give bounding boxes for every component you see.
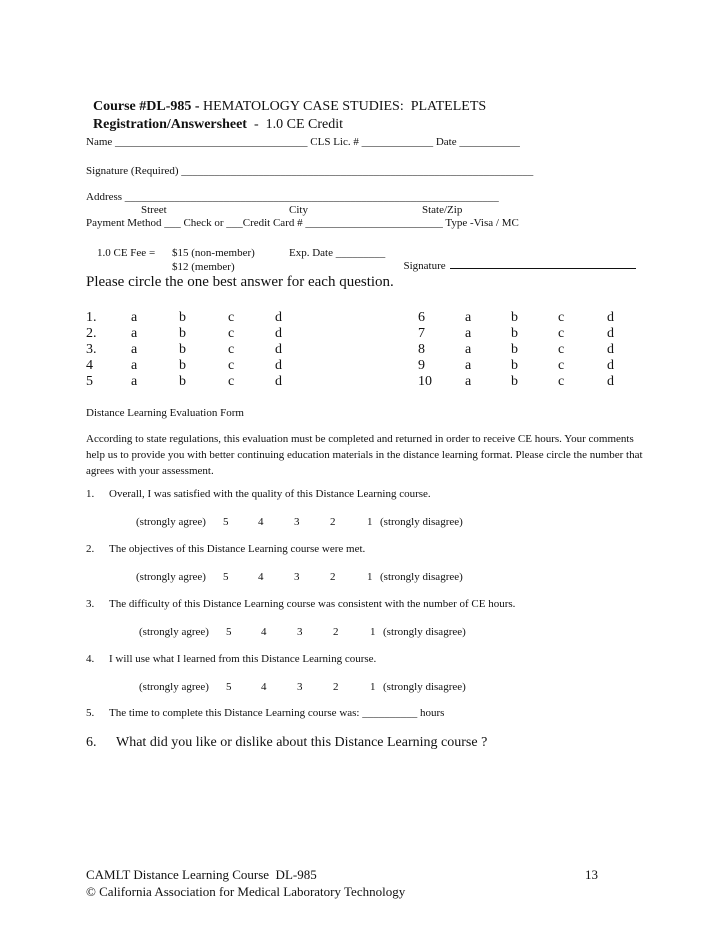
eval-item-4-scale-disagree: (strongly disagree) bbox=[383, 681, 466, 693]
name-field-line[interactable]: Name ___________________________________ CLS Lic. # _____________ Date ___________ bbox=[86, 136, 520, 148]
answer-q3-option-a[interactable]: a bbox=[131, 342, 138, 357]
eval-item-3-scale-rating-3[interactable]: 3 bbox=[297, 626, 303, 638]
answer-q5-option-b[interactable]: b bbox=[179, 374, 186, 389]
question-6-text: What did you like or dislike about this Distance Learning course ? bbox=[116, 735, 488, 750]
answer-q8-option-a[interactable]: a bbox=[465, 342, 472, 357]
fee-label: 1.0 CE Fee = bbox=[97, 247, 156, 259]
eval-item-5-text[interactable]: The time to complete this Distance Learning course was: __________ hours bbox=[109, 707, 445, 719]
signature-label: Signature bbox=[403, 260, 446, 272]
answer-q1-option-d[interactable]: d bbox=[275, 310, 282, 325]
fee-member: $12 (member) bbox=[172, 261, 235, 273]
answer-q9-option-c[interactable]: c bbox=[558, 358, 565, 373]
answer-q5-number: 5 bbox=[86, 374, 93, 389]
form-heading bbox=[86, 104, 343, 132]
eval-item-3-text: The difficulty of this Distance Learning course was consistent with the number of CE hours. bbox=[109, 598, 516, 610]
eval-item-1-scale-rating-1[interactable]: 1 bbox=[367, 516, 373, 528]
answer-q8-option-b[interactable]: b bbox=[511, 342, 518, 357]
answer-q8-number: 8 bbox=[418, 342, 425, 357]
signature-line[interactable] bbox=[450, 259, 636, 269]
answer-q2-option-d[interactable]: d bbox=[275, 326, 282, 341]
answer-q5-option-a[interactable]: a bbox=[131, 374, 138, 389]
evaluation-title: Distance Learning Evaluation Form bbox=[86, 407, 244, 419]
eval-item-1-scale-agree: (strongly agree) bbox=[136, 516, 206, 528]
answer-q10-option-b[interactable]: b bbox=[511, 374, 518, 389]
answer-q4-option-c[interactable]: c bbox=[228, 358, 235, 373]
eval-item-3-scale-disagree: (strongly disagree) bbox=[383, 626, 466, 638]
street-label: Street bbox=[141, 204, 167, 216]
payment-method-line[interactable]: Payment Method ___ Check or ___Credit Card # _________________________ Type -Visa / MC bbox=[86, 217, 519, 229]
answer-q9-option-b[interactable]: b bbox=[511, 358, 518, 373]
answer-q2-option-a[interactable]: a bbox=[131, 326, 138, 341]
answer-q1-option-a[interactable]: a bbox=[131, 310, 138, 325]
eval-item-3-scale-rating-1[interactable]: 1 bbox=[370, 626, 376, 638]
eval-item-3-scale-rating-2[interactable]: 2 bbox=[333, 626, 339, 638]
answer-q10-option-a[interactable]: a bbox=[465, 374, 472, 389]
answer-q8-option-c[interactable]: c bbox=[558, 342, 565, 357]
eval-item-3-number: 3. bbox=[86, 598, 95, 610]
eval-item-2-scale-disagree: (strongly disagree) bbox=[380, 571, 463, 583]
eval-item-1-text: Overall, I was satisfied with the quality of this Distance Learning course. bbox=[109, 488, 431, 500]
page-number: 13 bbox=[585, 867, 598, 882]
eval-item-1-number: 1. bbox=[86, 488, 95, 500]
answer-q3-option-d[interactable]: d bbox=[275, 342, 282, 357]
answer-q7-option-c[interactable]: c bbox=[558, 326, 565, 341]
signature-field-line[interactable]: Signature (Required) ________________________________________________________________ bbox=[86, 165, 534, 177]
eval-item-2-scale-rating-2[interactable]: 2 bbox=[330, 571, 336, 583]
eval-item-4-scale-rating-3[interactable]: 3 bbox=[297, 681, 303, 693]
exp-date-field[interactable]: Exp. Date _________ bbox=[289, 247, 386, 259]
answer-q6-option-c[interactable]: c bbox=[558, 310, 565, 325]
answer-q4-option-d[interactable]: d bbox=[275, 358, 282, 373]
signature-field[interactable] bbox=[398, 248, 636, 272]
answer-q6-number: 6 bbox=[418, 310, 425, 325]
eval-item-4-text: I will use what I learned from this Distance Learning course. bbox=[109, 653, 377, 665]
eval-item-1-scale-rating-5[interactable]: 5 bbox=[223, 516, 229, 528]
answer-q6-option-a[interactable]: a bbox=[465, 310, 472, 325]
answer-q1-number: 1. bbox=[86, 310, 97, 325]
answer-q4-option-b[interactable]: b bbox=[179, 358, 186, 373]
answer-q10-number: 10 bbox=[418, 374, 432, 389]
course-code: Course #DL-985 - bbox=[93, 99, 200, 114]
course-title: HEMATOLOGY CASE STUDIES: PLATELETS bbox=[199, 99, 487, 114]
answer-q3-number: 3. bbox=[86, 342, 97, 357]
answer-instruction: Please circle the one best answer for each question. bbox=[86, 274, 394, 290]
eval-item-2-scale-rating-5[interactable]: 5 bbox=[223, 571, 229, 583]
eval-item-3-scale-rating-4[interactable]: 4 bbox=[261, 626, 267, 638]
answer-q7-option-b[interactable]: b bbox=[511, 326, 518, 341]
answer-q5-option-d[interactable]: d bbox=[275, 374, 282, 389]
answer-q9-option-d[interactable]: d bbox=[607, 358, 614, 373]
answer-q2-option-b[interactable]: b bbox=[179, 326, 186, 341]
answer-q4-option-a[interactable]: a bbox=[131, 358, 138, 373]
answer-q8-option-d[interactable]: d bbox=[607, 342, 614, 357]
evaluation-intro: According to state regulations, this evaluation must be completed and returned in order to receive CE hours. Your comments help us to provide you with better continuing education materials in the distance learning format. Please circle the number that agrees with your assessment. bbox=[86, 433, 643, 477]
answer-q7-option-d[interactable]: d bbox=[607, 326, 614, 341]
fee-nonmember: $15 (non-member) bbox=[172, 247, 255, 259]
answer-q2-option-c[interactable]: c bbox=[228, 326, 235, 341]
eval-item-1-scale-rating-2[interactable]: 2 bbox=[330, 516, 336, 528]
answer-q6-option-d[interactable]: d bbox=[607, 310, 614, 325]
address-field-line[interactable]: Address ____________________________________________________________________ bbox=[86, 191, 499, 203]
eval-item-2-number: 2. bbox=[86, 543, 95, 555]
answer-q2-number: 2. bbox=[86, 326, 97, 341]
eval-item-4-scale-rating-5[interactable]: 5 bbox=[226, 681, 232, 693]
eval-item-2-scale-agree: (strongly agree) bbox=[136, 571, 206, 583]
eval-item-2-scale-rating-3[interactable]: 3 bbox=[294, 571, 300, 583]
eval-item-4-number: 4. bbox=[86, 653, 95, 665]
answer-q9-option-a[interactable]: a bbox=[465, 358, 472, 373]
eval-item-2-scale-rating-1[interactable]: 1 bbox=[367, 571, 373, 583]
city-label: City bbox=[289, 204, 308, 216]
answer-q10-option-d[interactable]: d bbox=[607, 374, 614, 389]
eval-item-2-text: The objectives of this Distance Learning course were met. bbox=[109, 543, 366, 555]
answer-q1-option-b[interactable]: b bbox=[179, 310, 186, 325]
answer-q3-option-c[interactable]: c bbox=[228, 342, 235, 357]
state-zip-label: State/Zip bbox=[422, 204, 463, 216]
answer-q9-number: 9 bbox=[418, 358, 425, 373]
footer-copyright: © California Association for Medical Laboratory Technology bbox=[86, 884, 406, 899]
answer-q1-option-c[interactable]: c bbox=[228, 310, 235, 325]
answer-q3-option-b[interactable]: b bbox=[179, 342, 186, 357]
answer-q10-option-c[interactable]: c bbox=[558, 374, 565, 389]
answer-q4-number: 4 bbox=[86, 358, 93, 373]
eval-item-3-scale-rating-5[interactable]: 5 bbox=[226, 626, 232, 638]
footer-course: CAMLT Distance Learning Course DL-985 bbox=[86, 867, 317, 882]
answer-q7-option-a[interactable]: a bbox=[465, 326, 472, 341]
eval-item-1-scale-rating-3[interactable]: 3 bbox=[294, 516, 300, 528]
eval-item-1-scale-disagree: (strongly disagree) bbox=[380, 516, 463, 528]
answer-q6-option-b[interactable]: b bbox=[511, 310, 518, 325]
eval-item-4-scale-agree: (strongly agree) bbox=[139, 681, 209, 693]
eval-item-5-number: 5. bbox=[86, 707, 95, 719]
answer-q5-option-c[interactable]: c bbox=[228, 374, 235, 389]
eval-item-3-scale-agree: (strongly agree) bbox=[139, 626, 209, 638]
eval-item-2-scale-rating-4[interactable]: 4 bbox=[258, 571, 264, 583]
eval-item-4-scale-rating-2[interactable]: 2 bbox=[333, 681, 339, 693]
eval-item-4-scale-rating-4[interactable]: 4 bbox=[261, 681, 267, 693]
question-6-number: 6. bbox=[86, 735, 97, 750]
answer-q7-number: 7 bbox=[418, 326, 425, 341]
form-title: Registration/Answersheet bbox=[93, 117, 247, 132]
credit-label: - 1.0 CE Credit bbox=[246, 117, 344, 132]
eval-item-4-scale-rating-1[interactable]: 1 bbox=[370, 681, 376, 693]
eval-item-1-scale-rating-4[interactable]: 4 bbox=[258, 516, 264, 528]
